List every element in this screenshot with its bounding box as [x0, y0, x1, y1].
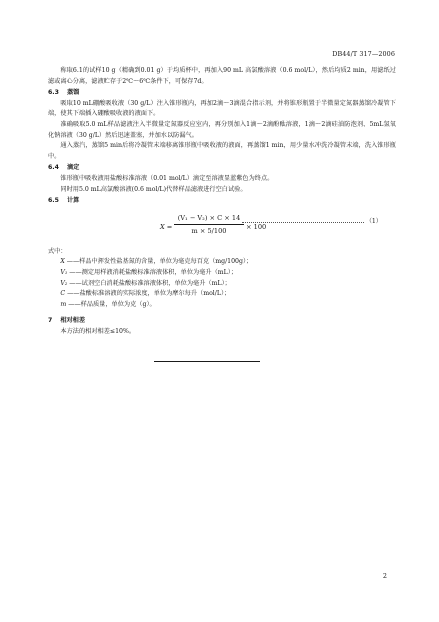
- definitions-intro: 式中：: [48, 247, 67, 255]
- definition-item: [48, 279, 396, 290]
- equation-number: （1）: [365, 217, 382, 225]
- definition-symbol: V₁: [60, 268, 68, 276]
- section-heading-6-3: [48, 88, 396, 99]
- section-heading-7: [48, 316, 396, 327]
- definition-item: [48, 268, 396, 279]
- end-rule: [154, 361, 260, 362]
- relative-difference-paragraph: 本方法的相对相差≤10%。: [60, 327, 136, 335]
- definition-text: ——试剂空白消耗盐酸标准溶液体积，单位为毫升（mL）；: [67, 279, 231, 287]
- section-number: 6.4: [48, 164, 59, 172]
- leader-dots: [242, 222, 364, 223]
- distill-paragraph-2: 准确吸取5.0 mL样品滤液注入半微量定氮器反应室内，再分别加入1滴～2滴酚酞溶液，1滴～2滴硅油防泡剂、5mL氢氧化钠溶液（30 g/L）然后迅速盖塞，并加水以防漏气。: [48, 120, 396, 139]
- section-title: 相对相差: [60, 317, 86, 325]
- definition-symbol: V₂: [60, 279, 68, 287]
- definition-text: ——测定用样液消耗盐酸标准溶液体积，单位为毫升（mL）；: [67, 268, 238, 276]
- definition-text: ——盐酸标准溶液的实际浓度，单位为摩尔每升（mol/L）；: [65, 290, 231, 298]
- formula-fraction: [174, 213, 244, 237]
- document-body: [48, 66, 396, 337]
- document-code: DB44/T 317—2006: [332, 50, 395, 58]
- titration-paragraph-1: 锥形瓶中吸收液用盐酸标准溶液（0.01 mol/L）滴定至溶液显蓝紫色为终点。: [60, 174, 274, 182]
- definition-symbol: C: [60, 290, 66, 298]
- section-number: 7: [48, 317, 53, 325]
- section-title: 蒸馏: [66, 89, 80, 97]
- definition-text: ——样品质量，单位为克（g）。: [66, 300, 156, 308]
- section-number: 6.3: [48, 89, 59, 97]
- formula-numerator: (V₁ − V₂) × C × 14: [174, 213, 244, 226]
- distill-paragraph-3: 通入蒸汽，蒸馏5 min后将冷凝管末端移离锥形瓶中吸收液的液面，再蒸馏1 min，用少量水冲洗冷凝管末端，洗入锥形瓶中。: [48, 142, 396, 160]
- definition-item: [48, 257, 396, 268]
- definition-symbol: X: [60, 258, 65, 266]
- section-heading-6-4: [48, 163, 396, 174]
- distill-paragraph-1: 吸取10 mL硼酸吸收液（30 g/L）注入锥形瓶内，再加2滴～3滴混合指示剂，并将锥形瓶置于半微量定氮器蒸馏冷凝管下端，使其下端插入硼酸吸收液的液面下。: [48, 99, 396, 118]
- formula-denominator: m × 5/100: [191, 227, 227, 236]
- section-number: 6.5: [48, 197, 59, 205]
- formula-multiplier: × 100: [246, 222, 267, 231]
- intro-paragraph: 称取6.1的试样10 g（精确到0.01 g）于均质杯中，再加入90 mL 高氯酸溶液（0.6 mol/L），然后均质2 min，用滤纸过滤或离心分离，滤液贮存于2℃～6℃条件下，可保存7d。: [48, 67, 396, 85]
- definition-symbol: m: [60, 300, 67, 308]
- section-heading-6-5: [48, 196, 396, 207]
- definition-text: ——样品中挥发性盐基氮的含量，单位为毫克每百克（mg/100g）；: [64, 258, 253, 266]
- section-title: 滴定: [66, 164, 80, 172]
- definition-item: [48, 289, 396, 300]
- formula-lhs: X =: [160, 222, 173, 231]
- section-title: 计算: [66, 197, 80, 205]
- definition-item: [48, 300, 396, 311]
- formula-block: [48, 209, 396, 247]
- titration-paragraph-2: 同时用5.0 mL高氯酸溶液(0.6 mol/L)代替样品滤液进行空白试验。: [60, 185, 247, 193]
- page-number: 2: [382, 572, 387, 580]
- definitions-list: [48, 247, 396, 311]
